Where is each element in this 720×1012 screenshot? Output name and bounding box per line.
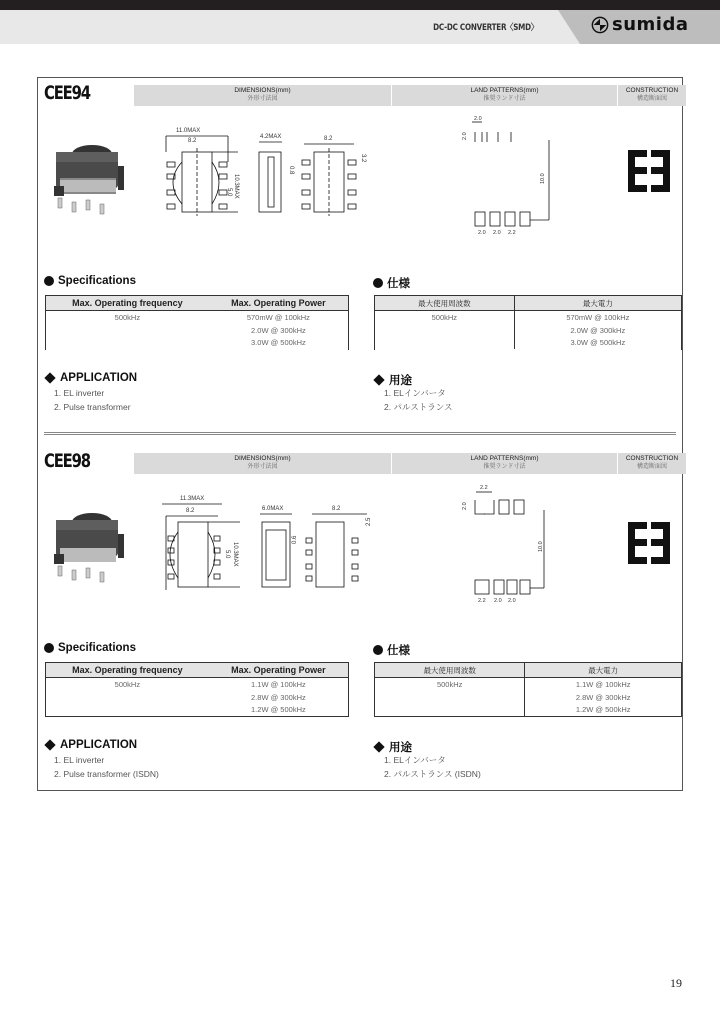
diamond-bullet-icon: [373, 741, 384, 752]
svg-text:8.2: 8.2: [188, 138, 197, 144]
svg-text:2.0: 2.0: [478, 230, 486, 236]
land-patterns-header: LAND PATTERNS(mm) 推奨ランド寸法: [392, 85, 617, 106]
specifications-heading: Specifications: [44, 642, 136, 654]
svg-text:2.0: 2.0: [462, 132, 468, 140]
svg-text:10.3MAX: 10.3MAX: [233, 174, 239, 199]
application-item: 2. Pulse transformer: [54, 402, 131, 412]
diamond-bullet-icon: [44, 739, 55, 750]
sumida-logo-icon: [591, 16, 609, 34]
construction-ee-core-icon: [628, 522, 670, 564]
application-heading: APPLICATION: [44, 739, 137, 751]
dimensions-header: DIMENSIONS(mm) 外形寸法図: [134, 85, 391, 106]
svg-text:2.2: 2.2: [478, 598, 486, 604]
brand-name: sumida: [612, 14, 689, 35]
bullet-icon: [373, 645, 383, 655]
application-item: 1. EL inverter: [54, 755, 105, 765]
application-list: [54, 753, 159, 781]
drawing-area: [42, 112, 682, 240]
application-heading-jp: 用途: [373, 739, 412, 755]
drawing-area: [42, 480, 682, 608]
svg-text:8.2: 8.2: [332, 506, 341, 512]
construction-header: CONSTRUCTION 構造断面図: [618, 453, 686, 474]
bullet-icon: [44, 276, 54, 286]
spec-table-en: Max. Operating frequency Max. Operating Power 500kHz 570mW @ 100kHz 2.0W @ 300kHz 3.0W @ 500kHz: [45, 295, 349, 350]
specifications-heading-jp: 仕様: [373, 642, 410, 658]
application-item: 2. パルストランス (ISDN): [384, 769, 481, 779]
spec-table-en: Max. Operating frequency Max. Operating Power 500kHz 1.1W @ 100kHz 2.8W @ 300kHz 1.2W @ 500kHz: [45, 662, 349, 717]
svg-text:2.2: 2.2: [480, 485, 488, 491]
bullet-icon: [44, 643, 54, 653]
svg-text:0.6: 0.6: [292, 535, 298, 544]
svg-text:2.0: 2.0: [493, 230, 501, 236]
svg-text:5.0: 5.0: [226, 188, 232, 197]
application-item: 2. Pulse transformer (ISDN): [54, 769, 159, 779]
application-heading-jp: 用途: [373, 372, 412, 388]
brand-logo: [591, 16, 689, 34]
application-list: [54, 386, 131, 414]
svg-text:2.0: 2.0: [462, 502, 468, 510]
product-photo: [50, 510, 132, 590]
application-item: 1. EL inverter: [54, 388, 105, 398]
construction-ee-core-icon: [628, 150, 670, 192]
svg-text:2.0: 2.0: [474, 116, 482, 122]
product-photo: [50, 142, 132, 222]
model-name: CEE94: [44, 82, 90, 104]
svg-text:5.0: 5.0: [224, 550, 230, 559]
product-frame: [37, 77, 683, 791]
svg-text:2.0: 2.0: [508, 598, 516, 604]
svg-text:0.8: 0.8: [288, 166, 294, 175]
svg-text:11.3MAX: 11.3MAX: [180, 496, 205, 502]
svg-text:10.3MAX: 10.3MAX: [232, 542, 238, 567]
svg-text:3.2: 3.2: [360, 154, 366, 163]
specifications-heading-jp: 仕様: [373, 275, 410, 291]
svg-text:10.0: 10.0: [540, 173, 546, 184]
page-number: 19: [670, 976, 682, 990]
construction-header: CONSTRUCTION 構造断面図: [618, 85, 686, 106]
dimensions-drawing: [162, 112, 412, 240]
application-item: 2. パルストランス: [384, 402, 453, 412]
svg-text:11.0MAX: 11.0MAX: [176, 128, 201, 134]
land-patterns-header: LAND PATTERNS(mm) 推奨ランド寸法: [392, 453, 617, 474]
specifications-heading: Specifications: [44, 275, 136, 287]
svg-text:8.2: 8.2: [186, 508, 195, 514]
dimensions-header: DIMENSIONS(mm) 外形寸法図: [134, 453, 391, 474]
diamond-bullet-icon: [373, 374, 384, 385]
land-pattern-drawing: [442, 480, 552, 608]
top-bar: [0, 0, 720, 10]
svg-text:8.2: 8.2: [324, 136, 333, 142]
application-list-jp: [384, 386, 452, 414]
svg-text:6.0MAX: 6.0MAX: [262, 506, 284, 512]
header-title: DC-DC CONVERTER〈SMD〉: [433, 23, 538, 33]
column-header-row: [134, 85, 686, 106]
svg-text:2.0: 2.0: [494, 598, 502, 604]
application-item: 1. ELインバータ: [384, 388, 446, 398]
model-name: CEE98: [44, 450, 90, 472]
application-list-jp: [384, 753, 481, 781]
bullet-icon: [373, 278, 383, 288]
svg-text:2.5: 2.5: [366, 517, 372, 526]
svg-text:10.0: 10.0: [538, 541, 544, 552]
svg-text:2.2: 2.2: [508, 230, 516, 236]
dimensions-drawing: [162, 480, 412, 608]
spec-table-jp: 最大使用周波数 最大電力 500kHz 570mW @ 100kHz 2.0W @ 300kHz 3.0W @ 500kHz: [374, 295, 682, 350]
section-divider: [44, 432, 676, 435]
column-header-row: [134, 453, 686, 474]
application-item: 1. ELインバータ: [384, 755, 446, 765]
spec-table-jp: 最大使用周波数 最大電力 500kHz 1.1W @ 100kHz 2.8W @ 300kHz 1.2W @ 500kHz: [374, 662, 682, 717]
svg-text:4.2MAX: 4.2MAX: [260, 134, 282, 140]
land-pattern-drawing: [442, 112, 552, 240]
diamond-bullet-icon: [44, 372, 55, 383]
application-heading: APPLICATION: [44, 372, 137, 384]
